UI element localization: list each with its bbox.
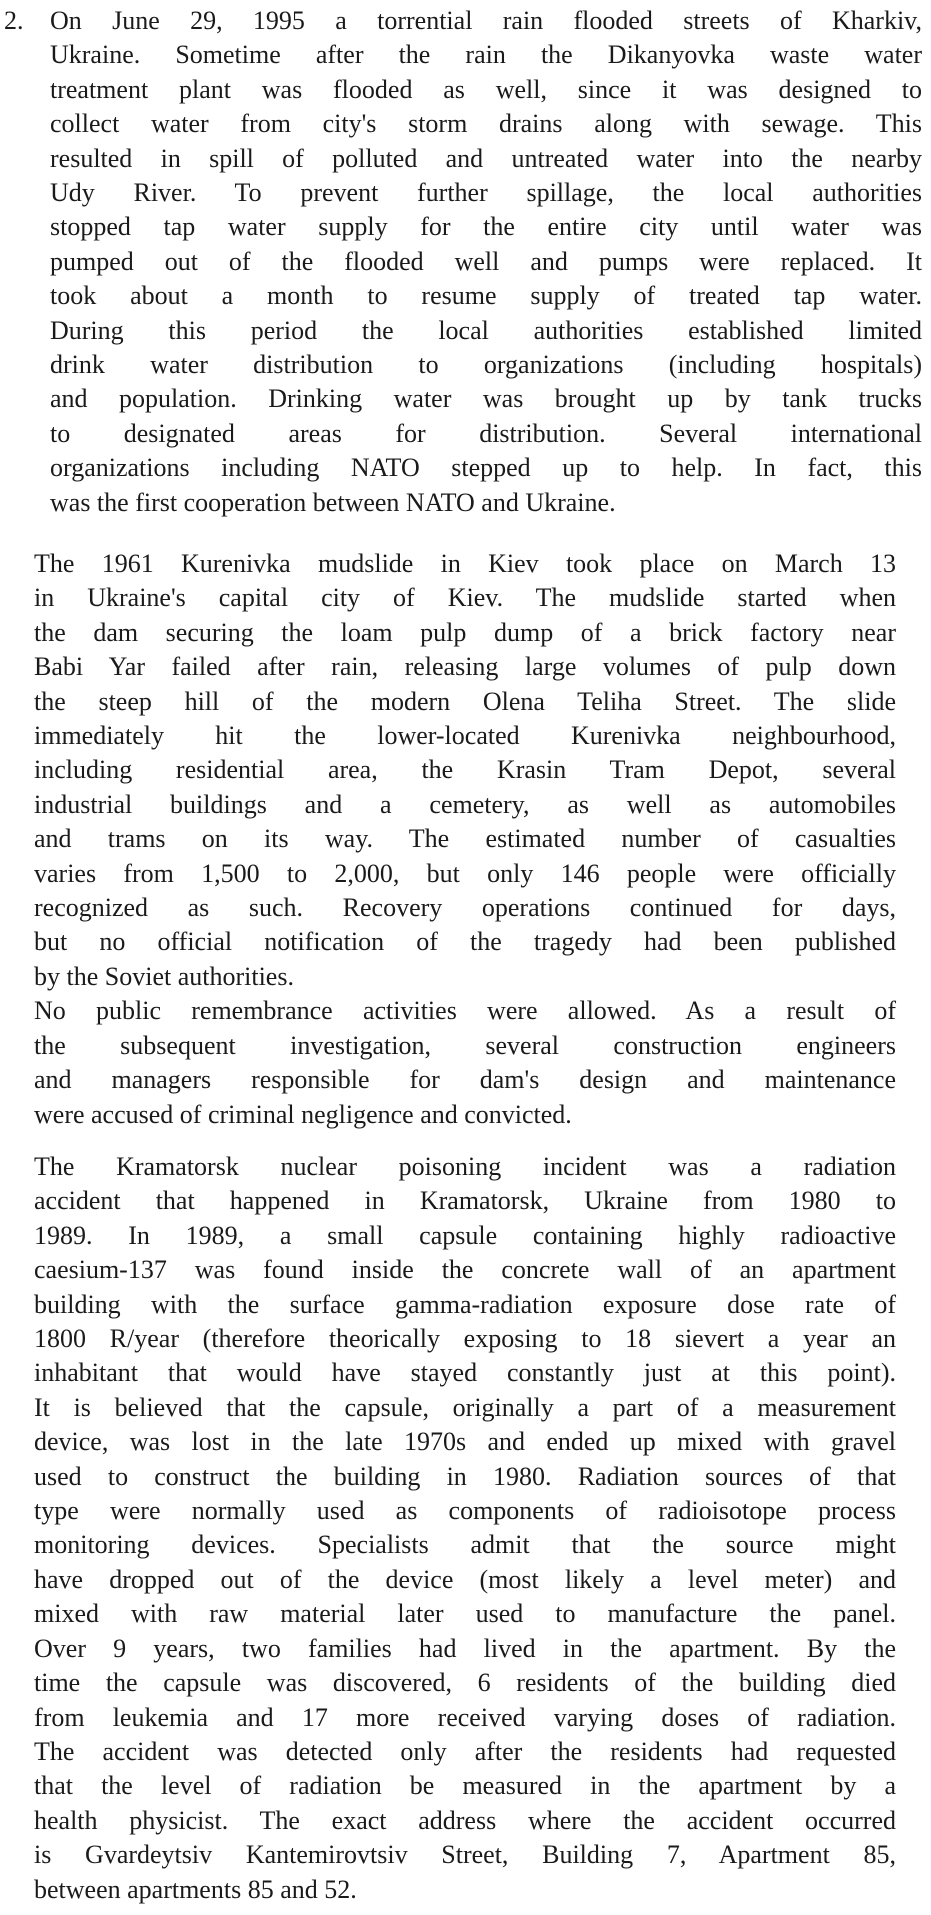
text-line: mixed with raw material later used to manufacture the panel. [34,1599,896,1629]
text-line: The 1961 Kurenivka mudslide in Kiev took place on March 13 [34,549,896,578]
text-line: accident that happened in Kramatorsk, Ukraine from 1980 to [34,1186,896,1216]
text-line: from leukemia and 17 more received varying doses of radiation. [34,1702,896,1732]
text-line: resulted in spill of polluted and untreated water into the nearby [50,143,922,173]
text-line: collect water from city's storm drains along with sewage. This [50,109,922,139]
text-line: 1800 R/year (therefore theorically exposing to 18 sievert a year an [34,1324,896,1354]
text-line: stopped tap water supply for the entire city until water was [50,212,922,242]
text-line: No public remembrance activities were allowed. As a result of [34,996,896,1026]
text-line: between apartments 85 and 52. [34,1874,357,1904]
text-line: The Kramatorsk nuclear poisoning incident was a radiation [34,1152,896,1181]
text-line: was the first cooperation between NATO and Ukraine. [50,487,616,517]
text-line: type were normally used as components of radioisotope process [34,1496,896,1526]
text-line: Udy River. To prevent further spillage, the local authorities [50,178,922,208]
text-line: varies from 1,500 to 2,000, but only 146 people were officially [34,858,896,888]
text-line: caesium-137 was found inside the concrete wall of an apartment [34,1255,896,1285]
text-line: the steep hill of the modern Olena Teliha Street. The slide [34,686,896,716]
text-line: the subsequent investigation, several construction engineers [34,1030,896,1060]
text-line: treatment plant was flooded as well, since it was designed to [50,74,922,104]
text-line: recognized as such. Recovery operations continued for days, [34,893,896,923]
text-line: in Ukraine's capital city of Kiev. The mudslide started when [34,583,896,613]
text-line: have dropped out of the device (most likely a level meter) and [34,1564,896,1594]
text-line: Over 9 years, two families had lived in the apartment. By the [34,1633,896,1663]
text-line: time the capsule was discovered, 6 residents of the building died [34,1668,896,1698]
text-line: pumped out of the flooded well and pumps were replaced. It [50,246,922,276]
item-number: 2. [4,6,24,35]
text-line: 1989. In 1989, a small capsule containing highly radioactive [34,1220,896,1250]
text-line: including residential area, the Krasin Tram Depot, several [34,755,896,785]
text-line: but no official notification of the tragedy had been published [34,927,896,957]
text-line: is Gvardeytsiv Kantemirovtsiv Street, Building 7, Apartment 85, [34,1840,896,1870]
text-line: and managers responsible for dam's design and maintenance [34,1065,896,1095]
text-line: building with the surface gamma-radiation exposure dose rate of [34,1289,896,1319]
text-line: Babi Yar failed after rain, releasing large volumes of pulp down [34,652,896,682]
text-line: device, was lost in the late 1970s and ended up mixed with gravel [34,1427,896,1457]
text-line: monitoring devices. Specialists admit that the source might [34,1530,896,1560]
text-line: inhabitant that would have stayed constantly just at this point). [34,1358,896,1388]
text-line: to designated areas for distribution. Several international [50,418,922,448]
paragraph-kramatorsk-incident [34,1150,896,1907]
text-line: organizations including NATO stepped up to help. In fact, this [50,453,922,483]
text-line: by the Soviet authorities. [34,961,294,991]
text-line: and population. Drinking water was brought up by tank trucks [50,384,922,414]
text-line: The accident was detected only after the residents had requested [34,1736,896,1766]
text-line: industrial buildings and a cemetery, as well as automobiles [34,789,896,819]
text-line: On June 29, 1995 a torrential rain flooded streets of Kharkiv, [50,6,922,35]
text-line: and trams on its way. The estimated number of casualties [34,824,896,854]
text-line: During this period the local authorities established limited [50,315,922,345]
paragraph-kharkiv-flood [50,4,922,520]
text-line: drink water distribution to organizations (including hospitals) [50,350,922,380]
text-line: used to construct the building in 1980. Radiation sources of that [34,1461,896,1491]
text-line: It is believed that the capsule, originally a part of a measurement [34,1392,896,1422]
text-line: health physicist. The exact address where the accident occurred [34,1805,896,1835]
text-line: immediately hit the lower-located Kurenivka neighbourhood, [34,721,896,751]
text-line: that the level of radiation be measured in the apartment by a [34,1771,896,1801]
paragraph-kurenivka-mudslide [34,547,896,1132]
text-line: the dam securing the loam pulp dump of a brick factory near [34,617,896,647]
text-line: were accused of criminal negligence and convicted. [34,1099,572,1129]
text-line: Ukraine. Sometime after the rain the Dikanyovka waste water [50,40,922,70]
text-line: took about a month to resume supply of treated tap water. [50,281,922,311]
